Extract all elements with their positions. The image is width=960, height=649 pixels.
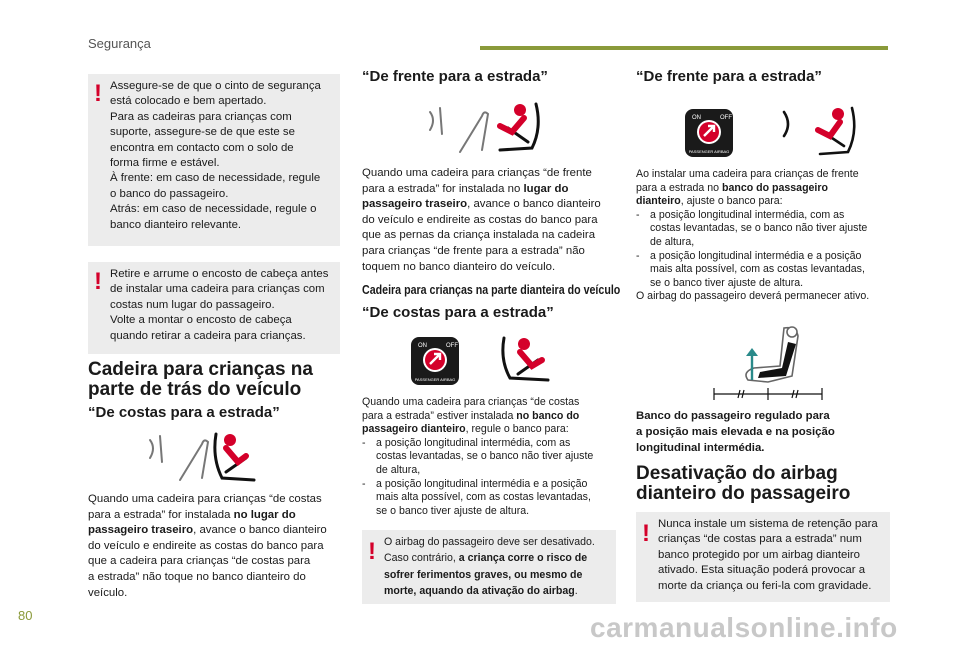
front-section-title: Cadeira para crianças na parte dianteira do veículo	[362, 282, 621, 297]
airbag-label-text: PASSENGER AIRBAG	[688, 149, 730, 154]
text-line: do veículo e endireite as costas do banco para	[88, 539, 324, 552]
text-line	[88, 508, 348, 524]
warning-box-airbag-deactivate	[362, 530, 616, 604]
text-line: ativado. Esta situação poderá provocar a	[658, 564, 866, 577]
rear-rear-facing-text	[88, 492, 348, 601]
front-rear-facing-text	[362, 396, 624, 518]
text-line	[636, 195, 898, 209]
text-line: para crianças “de frente para a estrada” não	[362, 244, 585, 257]
list-item	[362, 478, 624, 519]
text-line: toquem no banco dianteiro do veículo.	[362, 260, 556, 273]
svg-text:OFF: OFF	[720, 115, 732, 121]
section-label: Segurança	[88, 36, 151, 51]
airbag-on-label-icon	[684, 108, 734, 158]
list-item	[362, 437, 624, 478]
text-line: Retire e arrume o encosto de cabeça antes	[110, 268, 329, 280]
forward-facing-front-seat-illustration	[776, 102, 866, 164]
text-line: a posição mais elevada e na posição	[636, 426, 835, 438]
text-line: Volte a montar o encosto de cabeça	[110, 314, 292, 327]
text-line: veículo.	[88, 586, 128, 599]
text-bold: passageiro traseiro	[362, 198, 468, 211]
warning-box-seatbelt	[88, 74, 340, 246]
title-line: dianteiro do passageiro	[636, 483, 851, 504]
warning-icon: !	[642, 520, 650, 547]
text-line: a estrada” não toque no banco dianteiro do	[88, 570, 306, 583]
text-line: de altura,	[650, 235, 695, 248]
text-line: O airbag do passageiro deverá permanecer ativo.	[636, 290, 870, 303]
airbag-section-title	[636, 464, 906, 504]
svg-text:OFF: OFF	[446, 343, 458, 349]
text-line: suporte, assegure-se de que este se	[110, 126, 295, 139]
text-line: costas levantadas, se o banco não tiver ajuste	[650, 222, 868, 235]
list-item	[636, 250, 898, 291]
text-line: À frente: em caso de necessidade, regule	[110, 172, 321, 185]
text-line: mais alta possível, com as costas levantadas,	[376, 491, 591, 504]
text-span: , ajuste o banco para:	[680, 195, 783, 208]
warning-box-headrest	[88, 262, 340, 354]
warning-icon: !	[94, 80, 102, 107]
list-item	[636, 209, 898, 250]
rear-forward-facing-text	[362, 166, 622, 275]
text-line: mais alta possível, com as costas levantadas,	[650, 263, 865, 276]
title-line: Desativação do airbag	[636, 463, 838, 484]
text-line: a posição longitudinal intermédia, com as	[376, 436, 571, 449]
text-bold: lugar do	[523, 182, 569, 195]
text-span: , avance o banco dianteiro	[467, 198, 601, 211]
text-span: .	[574, 585, 578, 598]
text-line: de instalar uma cadeira para crianças com	[110, 283, 325, 296]
text-line: que a cadeira para crianças “de costas para	[88, 555, 311, 568]
text-line: encontra em contacto com o solo de	[110, 141, 294, 154]
text-line: a posição longitudinal intermédia, com as	[650, 208, 845, 221]
text-line	[362, 197, 622, 213]
text-line	[362, 423, 624, 437]
text-span: para a estrada no	[636, 181, 722, 194]
text-bold: passageiro traseiro	[88, 524, 194, 537]
airbag-label-text: PASSENGER AIRBAG	[414, 377, 456, 382]
front-forward-facing-title: “De frente para a estrada”	[636, 68, 822, 85]
text-bold: no lugar do	[233, 508, 296, 521]
text-line: costas levantadas, se o banco não tiver ajuste	[376, 450, 594, 463]
text-line: costas num lugar do passageiro.	[110, 298, 275, 311]
text-line: de altura,	[376, 463, 421, 476]
text-line: Atrás: em caso de necessidade, regule o	[110, 203, 317, 216]
text-line: está colocado e bem apertado.	[110, 95, 267, 108]
list-dash: -	[636, 249, 640, 262]
text-line: O airbag do passageiro deve ser desativado.	[384, 536, 595, 548]
text-line: Ao instalar uma cadeira para crianças de frente	[636, 168, 859, 180]
page-number: 80	[18, 608, 33, 623]
text-line: a posição longitudinal intermédia e a posição	[650, 249, 862, 262]
warning-icon: !	[94, 268, 102, 295]
warning-icon: !	[368, 538, 376, 565]
svg-text:ON: ON	[418, 343, 427, 349]
svg-text:ON: ON	[692, 115, 701, 121]
text-span: Caso contrário,	[384, 552, 459, 565]
text-bold: passageiro dianteiro	[362, 423, 466, 436]
text-line: que as pernas da criança instalada na cadeira	[362, 229, 596, 242]
seat-adjustment-illustration	[708, 322, 828, 402]
text-bold: a criança corre o risco de	[458, 552, 588, 565]
text-bold: dianteiro	[636, 195, 681, 208]
text-line	[384, 567, 616, 583]
text-line: Quando uma cadeira para crianças “de frente	[362, 167, 592, 179]
text-line: a posição longitudinal intermédia e a posição	[376, 477, 588, 490]
text-line: banco dianteiro relevante.	[110, 218, 242, 231]
text-line: morte da criança ou feri-la com gravidade.	[658, 579, 872, 592]
text-line: banco protegido por um airbag dianteiro	[658, 548, 861, 561]
rear-rear-facing-title: “De costas para a estrada”	[88, 404, 280, 421]
front-rear-facing-title: “De costas para a estrada”	[362, 304, 554, 321]
text-bold: sofrer ferimentos graves, ou mesmo de	[384, 568, 583, 581]
seat-caption	[636, 408, 898, 456]
text-bold: banco do passageiro	[722, 181, 828, 194]
text-line	[362, 410, 624, 424]
text-line: crianças “de costas para a estrada” num	[658, 533, 862, 546]
text-line	[362, 182, 622, 198]
text-line: se o banco tiver ajuste de altura.	[650, 276, 804, 289]
list-dash: -	[362, 477, 366, 490]
list-dash: -	[362, 436, 366, 449]
rear-facing-rear-seat-illustration	[142, 428, 262, 492]
text-line: o banco do passageiro.	[110, 187, 229, 200]
text-span: , regule o banco para:	[465, 423, 569, 436]
text-line	[88, 523, 348, 539]
text-bold: morte, aquando da ativação do airbag	[384, 585, 575, 598]
rear-facing-front-seat-illustration	[494, 334, 574, 390]
text-line: Quando uma cadeira para crianças “de costas	[362, 396, 580, 408]
text-span: para a estrada” estiver instalada	[362, 409, 517, 422]
text-span: , avance o banco dianteiro	[193, 524, 327, 537]
text-line	[384, 550, 616, 566]
text-line: Assegure-se de que o cinto de segurança	[110, 80, 321, 92]
rear-forward-facing-title: “De frente para a estrada”	[362, 68, 548, 85]
title-line: parte de trás do veículo	[88, 379, 302, 400]
forward-facing-rear-seat-illustration	[420, 98, 550, 162]
title-line: Cadeira para crianças na	[88, 359, 313, 380]
text-line: quando retirar a cadeira para crianças.	[110, 329, 306, 342]
warning-box-airbag-danger	[636, 512, 890, 602]
text-line	[384, 583, 616, 599]
rear-section-title	[88, 360, 348, 400]
text-span: para a estrada” for instalada no	[362, 182, 524, 195]
text-line: Nunca instale um sistema de retenção para	[658, 518, 878, 530]
watermark: carmanualsonline.info	[590, 612, 898, 643]
header-accent-bar	[480, 46, 888, 50]
text-span: para a estrada” for instalada	[88, 508, 234, 521]
text-line: Quando uma cadeira para crianças “de costas	[88, 493, 322, 505]
list-dash: -	[636, 208, 640, 221]
text-line	[636, 182, 898, 196]
text-line: se o banco tiver ajuste de altura.	[376, 504, 530, 517]
text-line: do veículo e endireite as costas do banco para	[362, 213, 598, 226]
text-line: Para as cadeiras para crianças com	[110, 110, 292, 123]
airbag-off-label-icon	[410, 336, 460, 386]
text-line: forma firme e estável.	[110, 157, 220, 170]
front-forward-facing-text	[636, 168, 898, 304]
text-line: longitudinal intermédia.	[636, 442, 765, 454]
text-bold: no banco do	[516, 409, 580, 422]
text-line: Banco do passageiro regulado para	[636, 410, 830, 422]
